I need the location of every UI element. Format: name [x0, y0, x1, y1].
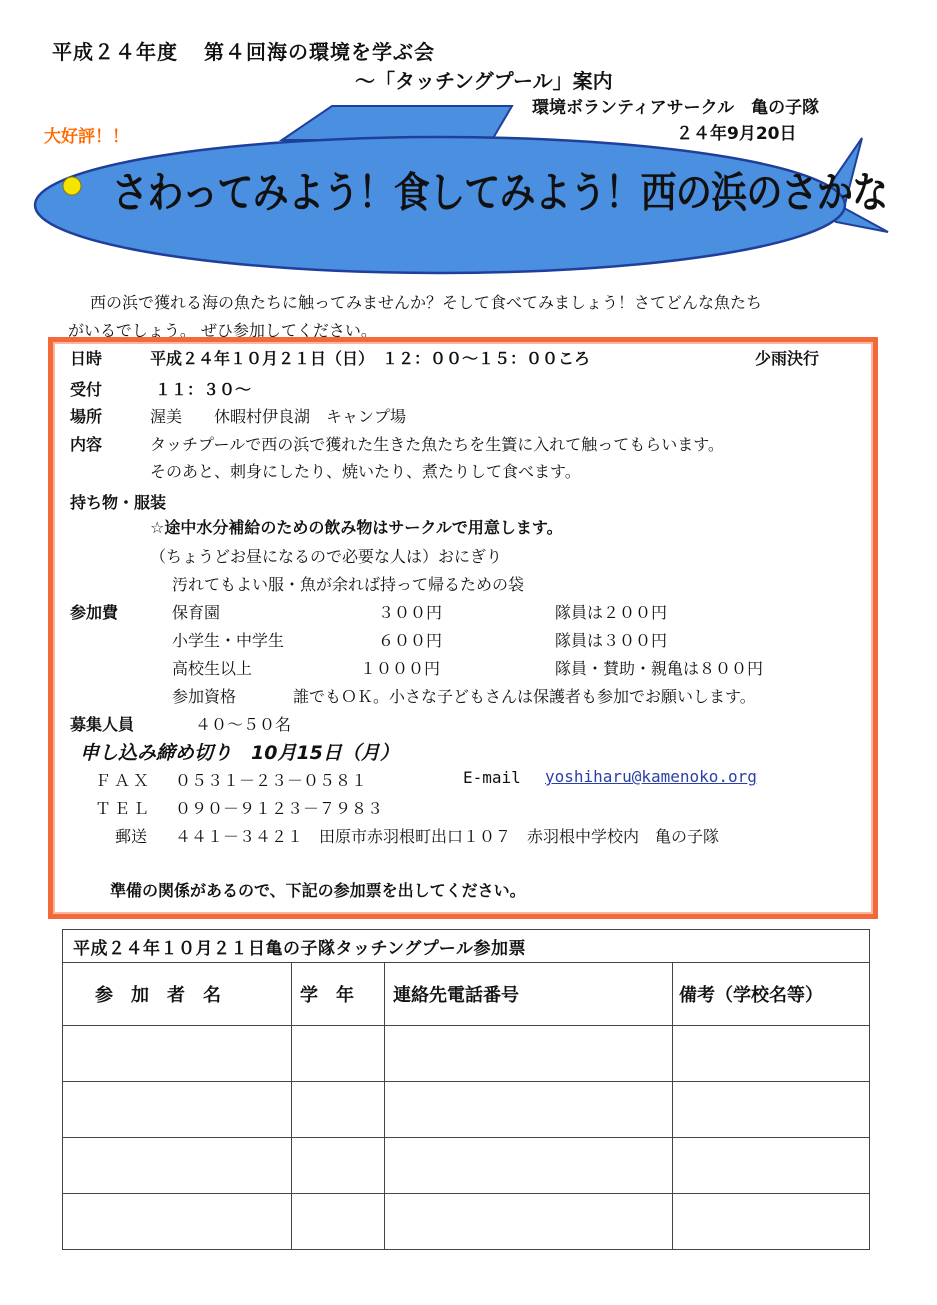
participation-form-table	[62, 929, 870, 1250]
fish-banner-icon	[0, 0, 937, 300]
mail-value: ４４１－３４２１ 田原市赤羽根町出口１０７ 赤羽根中学校内 亀の子隊	[175, 827, 720, 846]
items-label: 持ち物・服装	[70, 493, 167, 512]
fee-group: 保育園	[172, 603, 221, 622]
remarks-cell[interactable]	[673, 1194, 870, 1250]
name-cell[interactable]	[63, 1194, 292, 1250]
name-cell[interactable]	[63, 1026, 292, 1082]
grade-cell[interactable]	[292, 1082, 385, 1138]
qualification-value: 誰でもＯＫ。小さな子どもさんは保護者も参加でお願いします。	[293, 687, 756, 706]
column-header-phone: 連絡先電話番号	[385, 963, 673, 1026]
fee-label: 参加費	[70, 603, 119, 622]
place-label: 場所	[70, 407, 103, 426]
column-header-remarks: 備考（学校名等）	[673, 963, 870, 1026]
content-label: 内容	[70, 435, 103, 454]
content-line-1: タッチプールで西の浜で獲れた生きた魚たちを生簀に入れて触ってもらいます。	[150, 435, 724, 454]
fish-dorsal-fin	[282, 106, 512, 140]
organizer: 環境ボランティアサークル 亀の子隊	[532, 98, 820, 118]
column-header-name: 参 加 者 名	[63, 963, 292, 1026]
content-line-2: そのあと、刺身にしたり、焼いたり、煮たりして食べます。	[150, 462, 581, 481]
mail-label: 郵送	[115, 827, 148, 846]
fee-price: ３００円	[378, 603, 443, 622]
table-row	[63, 1138, 870, 1194]
table-row	[63, 1082, 870, 1138]
remarks-cell[interactable]	[673, 1026, 870, 1082]
event-series-title: 第４回海の環境を学ぶ会	[204, 40, 435, 64]
capacity-label: 募集人員	[70, 715, 135, 734]
items-line-3: 汚れてもよい服・魚が余れば持って帰るための袋	[172, 575, 525, 594]
datetime-note: 少雨決行	[755, 349, 820, 368]
fee-group: 小学生・中学生	[172, 631, 285, 650]
column-header-grade: 学 年	[292, 963, 385, 1026]
fee-price: １０００円	[360, 659, 441, 678]
banner-title: さわってみよう！食してみよう！西の浜のさかな	[112, 168, 888, 217]
email-label: E-mail	[463, 768, 521, 787]
email-link[interactable]: yoshiharu@kamenoko.org	[545, 767, 757, 786]
grade-cell[interactable]	[292, 1138, 385, 1194]
datetime-label: 日時	[70, 349, 103, 368]
phone-cell[interactable]	[385, 1138, 673, 1194]
place-value: 渥美 休暇村伊良湖 キャンプ場	[150, 407, 407, 426]
items-line-2: （ちょうどお昼になるので必要な人は）おにぎり	[150, 547, 503, 566]
datetime-value: 平成２４年１０月２１日（日） １２：００～１５：００ころ	[150, 349, 591, 368]
fish-eye-dot	[63, 177, 81, 195]
issue-date: ２４年9月20日	[676, 124, 797, 144]
phone-cell[interactable]	[385, 1026, 673, 1082]
remarks-cell[interactable]	[673, 1082, 870, 1138]
tel-value: ０９０－９１２３－７９８３	[175, 799, 384, 818]
grade-cell[interactable]	[292, 1026, 385, 1082]
tel-label: ＴＥＬ	[95, 799, 153, 818]
fee-member: 隊員・賛助・親亀は８００円	[555, 659, 764, 678]
fiscal-year: 平成２４年度	[52, 40, 178, 64]
fax-value: ０５３１－２３－０５８１	[175, 771, 368, 790]
submission-notice: 準備の関係があるので、下記の参加票を出してください。	[110, 881, 526, 900]
items-line-1: ☆途中水分補給のための飲み物はサークルで用意します。	[150, 518, 563, 537]
reception-value: １１：３０～	[155, 380, 252, 399]
intro-line-2: がいるでしょう。 ぜひ参加してください。	[68, 321, 377, 340]
fee-group: 高校生以上	[172, 659, 253, 678]
qualification-label: 参加資格	[172, 687, 237, 706]
phone-cell[interactable]	[385, 1082, 673, 1138]
reception-label: 受付	[70, 380, 103, 399]
fee-member: 隊員は２００円	[555, 603, 668, 622]
form-title: 平成２４年１０月２１日亀の子隊タッチングプール参加票	[63, 930, 870, 963]
grade-cell[interactable]	[292, 1194, 385, 1250]
remarks-cell[interactable]	[673, 1138, 870, 1194]
header-subtitle: ～「タッチングプール」案内	[355, 69, 613, 93]
name-cell[interactable]	[63, 1138, 292, 1194]
name-cell[interactable]	[63, 1082, 292, 1138]
table-row	[63, 1194, 870, 1250]
popular-badge: 大好評！！	[44, 127, 129, 147]
intro-line-1: 西の浜で獲れる海の魚たちに触ってみませんか？そして食べてみましょう！さてどんな魚たち	[90, 293, 763, 312]
fee-price: ６００円	[378, 631, 443, 650]
table-row	[63, 1026, 870, 1082]
capacity-value: ４０～５０名	[195, 715, 292, 734]
fee-member: 隊員は３００円	[555, 631, 668, 650]
fax-label: ＦＡＸ	[95, 771, 153, 790]
deadline: 申し込み締め切り 10月15日（月）	[80, 742, 399, 764]
phone-cell[interactable]	[385, 1194, 673, 1250]
